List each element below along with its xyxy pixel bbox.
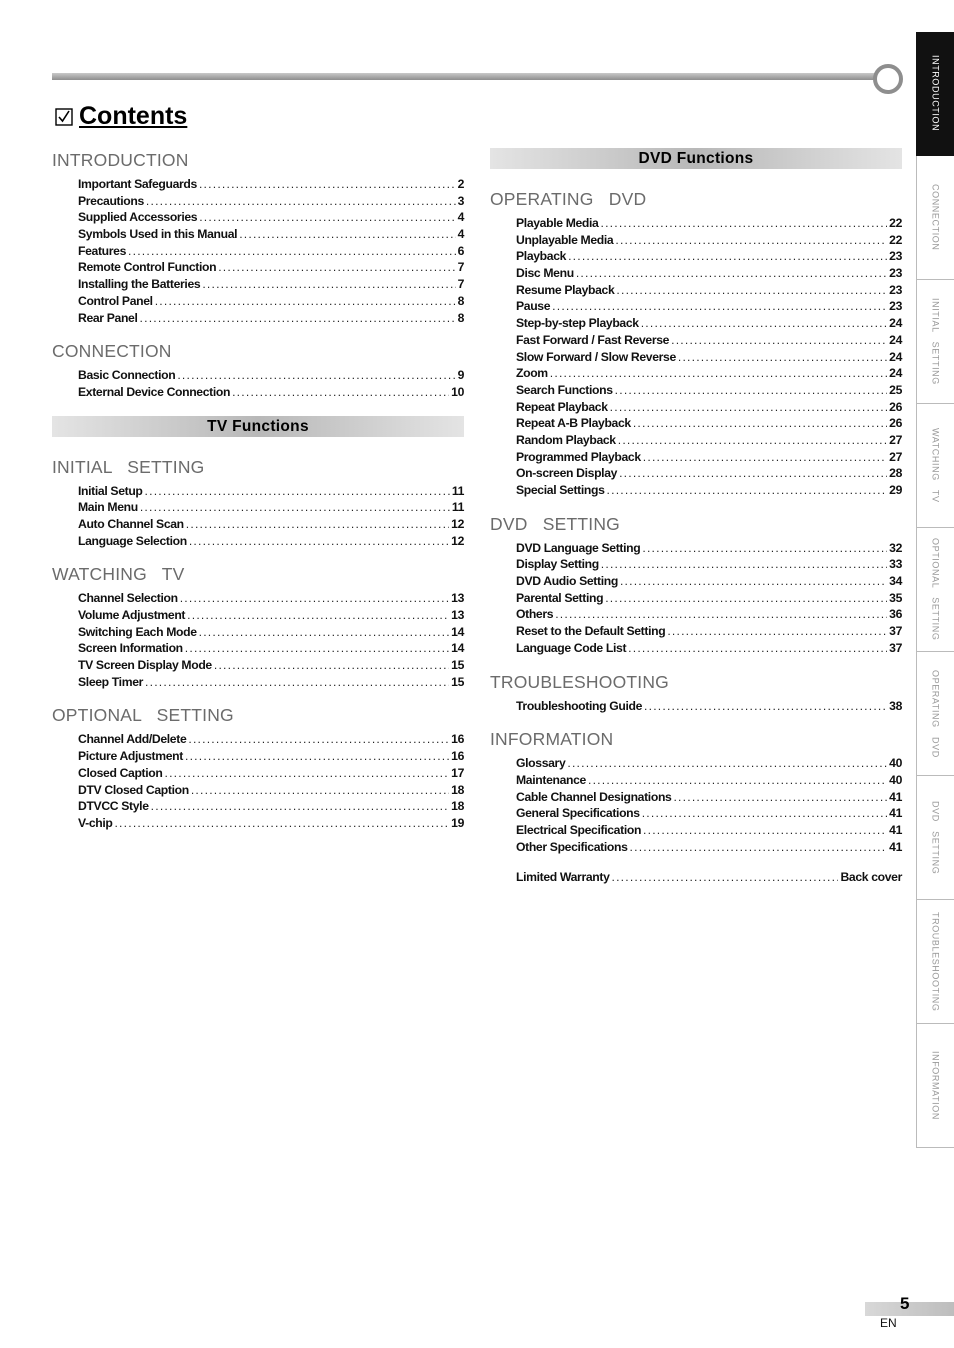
dot-leader	[616, 283, 887, 297]
toc-entry[interactable]	[516, 574, 902, 591]
toc-entry[interactable]	[78, 641, 464, 658]
toc-entry-label: Electrical Specification	[516, 822, 642, 837]
toc-entry-page: 16	[451, 749, 464, 764]
toc-entry-page: 26	[889, 416, 902, 431]
dot-leader	[567, 756, 887, 770]
toc-entry-label: Features	[78, 243, 127, 258]
dot-leader	[588, 773, 887, 787]
section-heading: TROUBLESHOOTING	[490, 671, 669, 692]
toc-entry-label: Limited Warranty	[516, 870, 610, 885]
toc-entry-list	[516, 756, 902, 856]
dot-leader	[145, 675, 449, 689]
dot-leader	[667, 624, 887, 638]
dot-leader	[185, 749, 449, 763]
dot-leader	[180, 591, 449, 605]
dot-leader	[155, 294, 456, 308]
toc-entry[interactable]	[516, 450, 902, 467]
toc-entry-label: Installing the Batteries	[78, 277, 201, 292]
toc-entry-label: V-chip	[78, 815, 113, 830]
toc-entry-label: Language Selection	[78, 533, 187, 548]
toc-entry-page: 32	[889, 540, 902, 555]
toc-entry-label: Other Specifications	[516, 839, 628, 854]
toc-entry[interactable]	[516, 541, 902, 558]
dot-leader	[191, 783, 449, 797]
toc-entry-label: DTVCC Style	[78, 799, 149, 814]
dot-leader	[601, 557, 887, 571]
dot-leader	[199, 177, 456, 191]
toc-entry-page: 29	[889, 483, 902, 497]
dvd-sections	[490, 189, 902, 856]
toc-section	[490, 514, 902, 658]
dot-leader	[128, 244, 456, 258]
toc-entry[interactable]	[78, 658, 464, 675]
toc-entry[interactable]	[516, 624, 902, 641]
toc-entry[interactable]	[78, 534, 464, 551]
toc-entry-page: 23	[889, 299, 902, 314]
toc-entry[interactable]	[516, 400, 902, 417]
toc-entry-list	[516, 699, 902, 716]
toc-entry-page: 38	[889, 698, 902, 713]
toc-entry[interactable]	[516, 333, 902, 350]
dot-leader	[610, 400, 888, 414]
toc-entry-page: 27	[889, 449, 902, 464]
toc-entry-label: Special Settings	[516, 483, 605, 497]
dot-leader	[186, 517, 449, 531]
page-number-box	[865, 1302, 954, 1316]
toc-entry-page: Back cover	[840, 870, 902, 885]
dot-leader	[620, 574, 887, 588]
toc-entry-page: 13	[451, 608, 464, 622]
warranty-block	[516, 870, 902, 887]
title-block	[55, 102, 187, 131]
toc-entry-label: Rear Panel	[78, 310, 138, 325]
toc-entry-label: Playable Media	[516, 216, 599, 230]
toc-entry-label: Initial Setup	[78, 483, 143, 498]
toc-entry[interactable]	[78, 294, 464, 311]
dot-leader	[628, 641, 887, 655]
toc-entry-page: 6	[457, 243, 464, 258]
side-tab-label: INTRODUCTION	[930, 55, 941, 132]
dot-leader	[550, 366, 887, 380]
toc-entry-label: Troubleshooting Guide	[516, 698, 643, 713]
side-tab-item[interactable]	[916, 32, 954, 156]
toc-entry-page: 24	[889, 366, 902, 381]
toc-entry-page: 40	[889, 756, 902, 771]
toc-entry-page: 24	[889, 349, 902, 364]
toc-entry-label: Repeat Playback	[516, 399, 608, 414]
toc-section	[490, 672, 902, 716]
toc-entry[interactable]	[78, 484, 464, 501]
dot-leader	[673, 790, 887, 804]
toc-entry-list	[78, 591, 464, 691]
dot-leader	[187, 608, 449, 622]
toc-entry[interactable]	[516, 641, 902, 658]
toc-entry[interactable]	[516, 216, 902, 233]
page-title: Contents	[79, 102, 188, 130]
toc-entry-page: 11	[451, 500, 464, 515]
toc-entry[interactable]	[78, 783, 464, 800]
toc-entry[interactable]	[516, 591, 902, 608]
dot-leader	[643, 450, 887, 464]
toc-entry-list	[516, 216, 902, 500]
toc-entry-page: 24	[889, 316, 902, 331]
toc-entry[interactable]	[516, 366, 902, 383]
toc-entry-page: 24	[889, 332, 902, 347]
header-rule-circle-icon	[873, 64, 903, 94]
toc-entry[interactable]	[78, 194, 464, 211]
toc-entry-page: 28	[889, 466, 902, 481]
toc-entry[interactable]	[78, 608, 464, 625]
dot-leader	[607, 483, 888, 497]
dot-leader	[641, 316, 887, 330]
toc-entry-page: 22	[889, 216, 902, 230]
toc-entry-page: 23	[889, 249, 902, 264]
toc-entry-label: Important Safeguards	[78, 177, 197, 191]
side-tab-label: DVD SETTING	[930, 800, 941, 875]
toc-entry[interactable]	[516, 299, 902, 316]
toc-entry-label: Control Panel	[78, 293, 153, 308]
toc-entry-label: Maintenance	[516, 772, 586, 787]
toc-entry-page: 27	[889, 432, 902, 447]
toc-entry[interactable]	[516, 607, 902, 624]
toc-entry[interactable]	[516, 350, 902, 367]
toc-entry-label: Sleep Timer	[78, 674, 144, 689]
toc-entry-label: Random Playback	[516, 432, 616, 447]
toc-entry-page: 37	[889, 624, 902, 639]
side-tab-label: WATCHING TV	[930, 428, 941, 503]
toc-entry-page: 12	[451, 533, 464, 548]
toc-entry-page: 16	[451, 732, 464, 747]
dot-leader	[633, 416, 887, 430]
toc-section	[52, 564, 464, 691]
toc-entry-page: 23	[889, 282, 902, 297]
toc-entry-label: Step-by-step Playback	[516, 316, 639, 331]
toc-entry-list	[78, 177, 464, 327]
left-intro-sections	[52, 150, 464, 402]
dot-leader	[202, 277, 455, 291]
toc-entry-label: Basic Connection	[78, 368, 176, 383]
toc-entry-label: External Device Connection	[78, 384, 231, 399]
toc-entry-page: 33	[889, 557, 902, 572]
dot-leader	[619, 466, 887, 480]
toc-entry-page: 7	[457, 260, 464, 275]
toc-entry-page: 25	[889, 382, 902, 397]
tv-sections	[52, 457, 464, 833]
toc-entry-label: Screen Information	[78, 641, 183, 656]
dot-leader	[145, 484, 450, 498]
dot-leader	[555, 607, 887, 621]
dot-leader	[671, 333, 887, 347]
dot-leader	[199, 210, 455, 224]
toc-entry-page: 8	[457, 310, 464, 325]
toc-section	[52, 341, 464, 401]
dot-leader	[199, 625, 450, 639]
toc-entry[interactable]	[516, 806, 902, 823]
toc-entry-label: Unplayable Media	[516, 232, 614, 247]
toc-entry-page: 23	[889, 266, 902, 281]
toc-entry-label: Playback	[516, 249, 567, 264]
toc-entry-page: 3	[457, 193, 464, 208]
side-tab-item[interactable]	[916, 1024, 954, 1148]
dot-leader	[214, 658, 449, 672]
toc-entry[interactable]	[516, 249, 902, 266]
toc-entry-page: 8	[457, 293, 464, 308]
toc-entry-label: Main Menu	[78, 500, 138, 515]
toc-entry-label: DVD Audio Setting	[516, 574, 618, 589]
page-language: EN	[880, 1316, 897, 1330]
toc-entry-label: Channel Selection	[78, 591, 178, 606]
toc-entry[interactable]	[516, 483, 902, 500]
toc-entry[interactable]	[78, 277, 464, 294]
dot-leader	[576, 266, 887, 280]
tv-functions-bar: TV Functions	[52, 416, 464, 437]
dot-leader	[605, 591, 887, 605]
side-tab-strip	[916, 32, 954, 1148]
toc-entry[interactable]	[516, 316, 902, 333]
dot-leader	[600, 216, 887, 230]
side-tab-item[interactable]	[916, 652, 954, 776]
side-tab-item[interactable]	[916, 528, 954, 652]
section-heading: INTRODUCTION	[52, 150, 189, 170]
toc-entry-page: 15	[451, 674, 464, 689]
toc-entry-page: 18	[451, 782, 464, 797]
side-tab-label: OPERATING DVD	[930, 669, 941, 758]
toc-entry-label: Reset to the Default Setting	[516, 624, 666, 639]
toc-entry-page: 14	[451, 624, 464, 639]
dot-leader	[642, 541, 887, 555]
toc-entry-list	[78, 732, 464, 832]
toc-entry[interactable]	[78, 260, 464, 277]
dvd-functions-bar: DVD Functions	[490, 148, 902, 169]
toc-entry[interactable]	[78, 816, 464, 833]
toc-entry-label: TV Screen Display Mode	[78, 658, 212, 673]
toc-entry[interactable]	[78, 625, 464, 642]
dot-leader	[612, 870, 839, 884]
toc-entry-label: DVD Language Setting	[516, 540, 641, 555]
toc-entry-label: Fast Forward / Fast Reverse	[516, 332, 670, 347]
toc-entry-label: Channel Add/Delete	[78, 732, 187, 747]
toc-entry-page: 19	[451, 815, 464, 830]
dot-leader	[177, 368, 455, 382]
toc-entry-page: 9	[457, 368, 464, 383]
toc-entry-page: 36	[889, 607, 902, 622]
toc-entry-page: 26	[889, 399, 902, 414]
toc-entry[interactable]	[516, 773, 902, 790]
toc-entry[interactable]	[516, 266, 902, 283]
dot-leader	[188, 732, 449, 746]
side-tab-item[interactable]	[916, 900, 954, 1024]
toc-entry-page: 14	[451, 641, 464, 656]
toc-entry-page: 40	[889, 772, 902, 787]
dot-leader	[164, 766, 449, 780]
toc-entry-page: 17	[451, 765, 464, 780]
dot-leader	[140, 500, 450, 514]
toc-entry[interactable]	[78, 177, 464, 194]
toc-entry-page: 35	[889, 590, 902, 605]
toc-entry[interactable]	[78, 675, 464, 692]
dot-leader	[218, 260, 455, 274]
toc-entry[interactable]	[78, 385, 464, 402]
toc-entry[interactable]	[516, 823, 902, 840]
toc-entry-page: 18	[451, 799, 464, 814]
dot-leader	[239, 227, 455, 241]
toc-entry-page: 15	[451, 658, 464, 673]
section-heading: OPERATING DVD	[490, 189, 647, 209]
dot-leader	[618, 433, 887, 447]
dot-leader	[568, 249, 887, 263]
toc-entry[interactable]	[516, 433, 902, 450]
toc-entry-page: 41	[889, 822, 902, 837]
toc-entry-page: 22	[889, 232, 902, 247]
toc-entry[interactable]	[78, 227, 464, 244]
dot-leader	[232, 385, 449, 399]
toc-entry-label: Resume Playback	[516, 282, 615, 297]
dot-leader	[552, 299, 887, 313]
toc-entry-label: Switching Each Mode	[78, 624, 197, 639]
side-tab-item[interactable]	[916, 404, 954, 528]
toc-entry[interactable]	[516, 699, 902, 716]
toc-section	[52, 457, 464, 551]
toc-entry-label: Parental Setting	[516, 590, 604, 605]
side-tab-item[interactable]	[916, 280, 954, 404]
toc-entry[interactable]	[78, 591, 464, 608]
dot-leader	[146, 194, 456, 208]
toc-entry-page: 7	[457, 277, 464, 292]
dot-leader	[615, 383, 887, 397]
toc-entry-page: 41	[889, 839, 902, 854]
toc-entry-label: General Specifications	[516, 806, 640, 821]
section-heading: WATCHING TV	[52, 564, 185, 585]
toc-entry[interactable]	[78, 749, 464, 766]
toc-entry-list	[78, 484, 464, 551]
toc-entry-page: 34	[889, 574, 902, 589]
toc-entry[interactable]	[78, 732, 464, 749]
toc-entry-label: Supplied Accessories	[78, 210, 198, 225]
left-column	[52, 150, 464, 847]
toc-entry-label: Search Functions	[516, 382, 613, 397]
toc-entry-page: 4	[457, 210, 464, 225]
toc-entry-label: Picture Adjustment	[78, 749, 183, 764]
toc-entry-label: Glossary	[516, 756, 566, 771]
toc-entry-label: Cable Channel Designations	[516, 789, 672, 804]
toc-entry-label: On-screen Display	[516, 466, 618, 481]
toc-entry[interactable]	[78, 799, 464, 816]
toc-entry-label: Closed Caption	[78, 765, 163, 780]
toc-entry[interactable]	[78, 368, 464, 385]
section-heading: INFORMATION	[490, 729, 614, 750]
toc-entry-list	[78, 368, 464, 401]
toc-entry-label: Pause	[516, 299, 551, 314]
dot-leader	[642, 806, 887, 820]
side-tab-label: TROUBLESHOOTING	[930, 911, 941, 1012]
toc-entry[interactable]	[516, 416, 902, 433]
toc-entry[interactable]	[516, 466, 902, 483]
toc-entry[interactable]	[78, 500, 464, 517]
toc-entry[interactable]	[516, 283, 902, 300]
side-tab-label: INITIAL SETTING	[930, 298, 941, 385]
toc-entry-label: Display Setting	[516, 557, 599, 572]
toc-entry[interactable]	[516, 557, 902, 574]
dot-leader	[114, 816, 449, 830]
dot-leader	[185, 641, 449, 655]
toc-entry[interactable]	[516, 840, 902, 857]
toc-entry-label: Precautions	[78, 193, 144, 208]
toc-entry-page: 37	[889, 640, 902, 655]
toc-section	[52, 705, 464, 832]
toc-entry-label: DTV Closed Caption	[78, 782, 189, 797]
toc-entry[interactable]	[78, 517, 464, 534]
toc-section	[490, 189, 902, 500]
side-tab-label: CONNECTION	[930, 184, 941, 251]
toc-entry-page: 41	[889, 806, 902, 821]
side-tab-label: OPTIONAL SETTING	[930, 538, 941, 641]
checkbox-icon	[55, 108, 73, 126]
toc-entry-label: Language Code List	[516, 640, 627, 655]
toc-entry[interactable]	[516, 790, 902, 807]
toc-entry-label: Auto Channel Scan	[78, 516, 184, 531]
section-heading: OPTIONAL SETTING	[52, 705, 234, 726]
toc-entry[interactable]	[78, 210, 464, 227]
toc-entry-page: 11	[451, 483, 464, 498]
right-column	[490, 148, 902, 887]
section-heading: INITIAL SETTING	[52, 456, 205, 477]
toc-entry-list	[516, 541, 902, 658]
toc-entry-page: 12	[451, 516, 464, 531]
header-rule	[52, 73, 878, 80]
toc-entry[interactable]	[78, 244, 464, 261]
toc-entry[interactable]	[78, 311, 464, 328]
toc-section	[490, 729, 902, 856]
section-heading: DVD SETTING	[490, 513, 620, 534]
toc-entry-label: Symbols Used in this Manual	[78, 227, 238, 242]
toc-entry-label: Programmed Playback	[516, 449, 641, 464]
side-tab-item[interactable]	[916, 776, 954, 900]
toc-entry-label: Disc Menu	[516, 266, 574, 281]
toc-entry-label: Zoom	[516, 366, 548, 381]
toc-entry-page: 2	[457, 177, 464, 191]
page-number: 5	[900, 1294, 910, 1313]
toc-entry-page: 10	[451, 384, 464, 399]
toc-entry[interactable]	[516, 383, 902, 400]
side-tab-item[interactable]	[916, 156, 954, 280]
side-tab-label: INFORMATION	[930, 1051, 941, 1120]
dot-leader	[189, 534, 449, 548]
toc-entry[interactable]	[516, 756, 902, 773]
dot-leader	[151, 799, 449, 813]
section-heading: CONNECTION	[52, 341, 172, 362]
toc-entry-label: Remote Control Function	[78, 260, 217, 275]
toc-entry-page: 4	[457, 227, 464, 242]
toc-entry-label: Volume Adjustment	[78, 608, 186, 622]
toc-entry-warranty[interactable]	[516, 870, 902, 887]
toc-entry-page: 13	[451, 591, 464, 606]
dot-leader	[644, 699, 887, 713]
toc-section	[52, 150, 464, 327]
toc-entry-label: Others	[516, 607, 554, 622]
toc-entry[interactable]	[516, 233, 902, 250]
dot-leader	[615, 233, 887, 247]
dot-leader	[678, 350, 887, 364]
toc-entry-label: Slow Forward / Slow Reverse	[516, 349, 676, 364]
dot-leader	[630, 840, 888, 854]
toc-entry-page: 41	[889, 789, 902, 804]
toc-entry[interactable]	[78, 766, 464, 783]
dot-leader	[643, 823, 887, 837]
toc-entry-label: Repeat A-B Playback	[516, 416, 631, 431]
dot-leader	[140, 311, 456, 325]
